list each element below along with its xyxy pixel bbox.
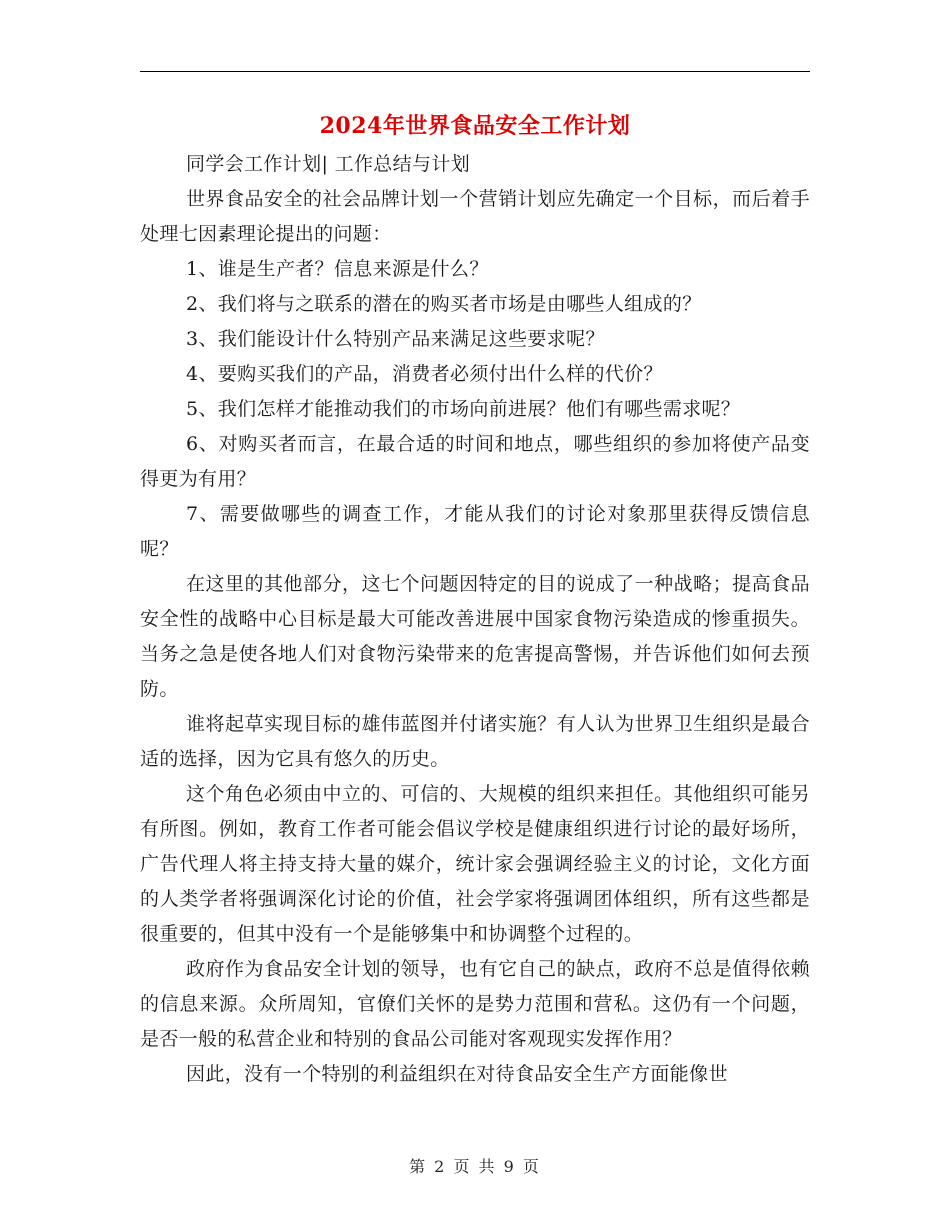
list-item: 3、我们能设计什么特别产品来满足这些要求呢？ bbox=[186, 328, 605, 350]
paragraph: 这个角色必须由中立的、可信的、大规模的组织来担任。其他组织可能另有所图。例如，教育工作者可能会倡议学校是健康组织进行讨论的最好场所，广告代理人将主持支持大量的媒介，统计家会强调经验主义的讨论，文化方面的人类学者将强调深化讨论的价值，社会学家将强调团体组织，所有这些都是很重要的，但其中没有一个是能够集中和协调整个过程的。 bbox=[140, 783, 810, 945]
paragraph: 政府作为食品安全计划的领导，也有它自己的缺点，政府不总是值得依赖的信息来源。众所周知，官僚们关怀的是势力范围和营私。这仍有一个问题，是否一般的私营企业和特别的食品公司能对客观现实发挥作用？ bbox=[140, 958, 810, 1050]
list-item: 5、我们怎样才能推动我们的市场向前进展？他们有哪些需求呢？ bbox=[186, 398, 741, 420]
page-number: 第 2 页 共 9 页 bbox=[409, 1157, 541, 1176]
paragraph: 在这里的其他部分，这七个问题因特定的目的说成了一种战略；提高食品安全性的战略中心目标是最大可能改善进展中国家食物污染造成的惨重损失。当务之急是使各地人们对食物污染带来的危害提高警惕，并告诉他们如何去预防。 bbox=[140, 573, 810, 700]
list-item: 1、谁是生产者？信息来源是什么？ bbox=[186, 258, 489, 280]
list-item: 6、对购买者而言，在最合适的时间和地点，哪些组织的参加将使产品变得更为有用？ bbox=[140, 433, 810, 490]
paragraph: 谁将起草实现目标的雄伟蓝图并付诸实施？有人认为世界卫生组织是最合适的选择，因为它具有悠久的历史。 bbox=[140, 713, 810, 770]
list-item: 2、我们将与之联系的潜在的购买者市场是由哪些人组成的？ bbox=[186, 293, 702, 315]
document-title: 2024年世界食品安全工作计划 bbox=[319, 113, 631, 139]
subtitle-line: 同学会工作计划| 工作总结与计划 bbox=[186, 153, 471, 175]
header-rule bbox=[140, 71, 810, 72]
document-body bbox=[140, 147, 810, 1092]
list-item: 4、要购买我们的产品，消费者必须付出什么样的代价？ bbox=[186, 363, 663, 385]
paragraph: 世界食品安全的社会品牌计划一个营销计划应先确定一个目标，而后着手处理七因素理论提出的问题： bbox=[140, 188, 810, 245]
list-item: 7、需要做哪些的调查工作，才能从我们的讨论对象那里获得反馈信息呢？ bbox=[140, 503, 810, 560]
paragraph: 因此，没有一个特别的利益组织在对待食品安全生产方面能像世 bbox=[186, 1063, 728, 1085]
